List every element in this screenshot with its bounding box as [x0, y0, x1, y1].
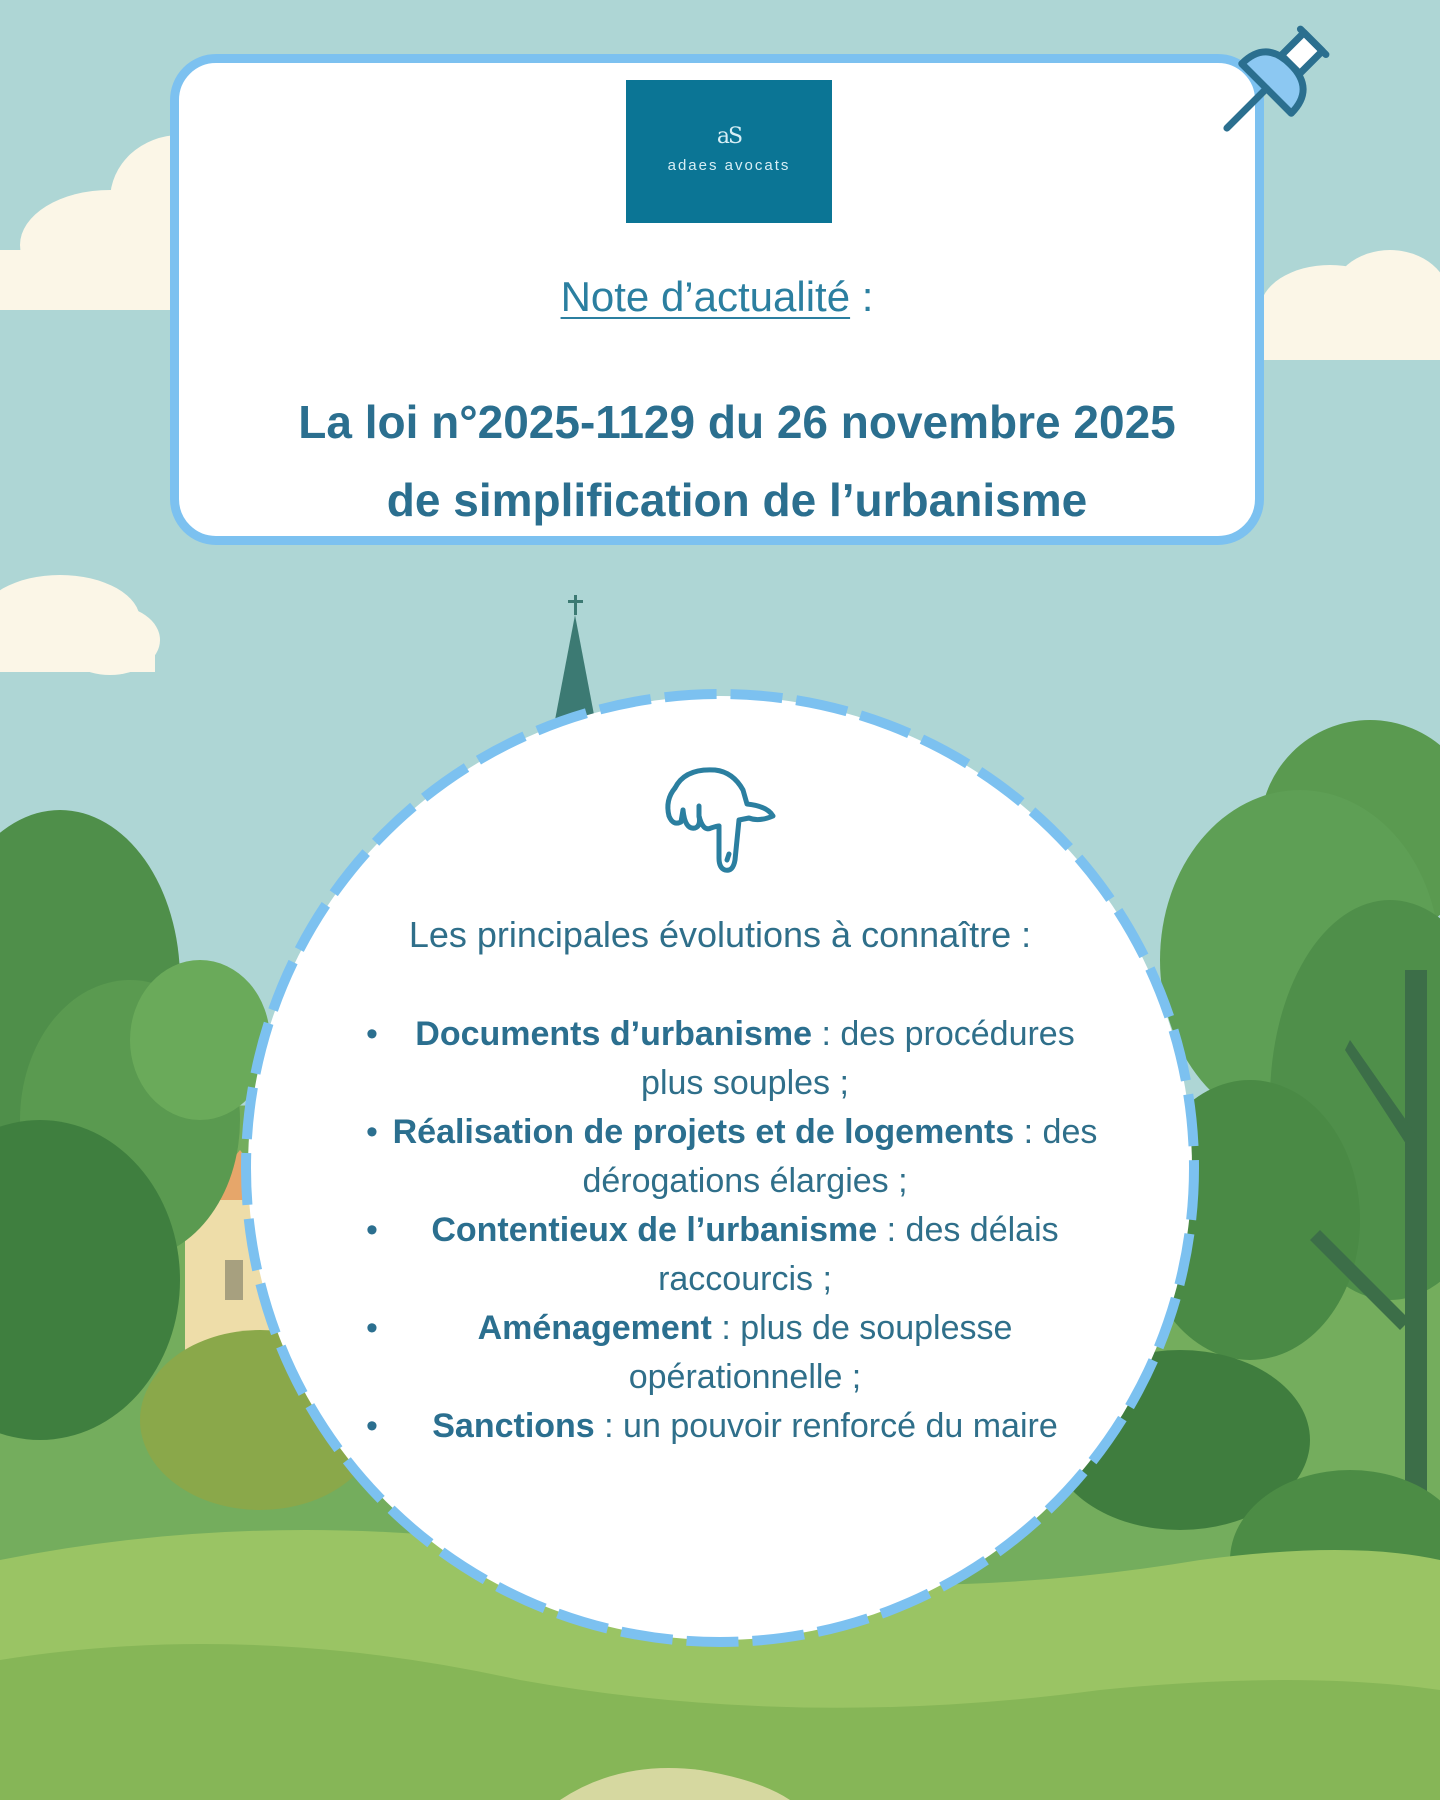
pushpin-icon: [1195, 0, 1355, 160]
logo-text: adaes avocats: [667, 157, 791, 174]
item-title: Contentieux de l’urbanisme: [431, 1211, 878, 1249]
item-text: : des délais raccourcis ;: [658, 1211, 1059, 1298]
item-title: Documents d’urbanisme: [415, 1015, 813, 1053]
list-item: [350, 1304, 1110, 1402]
note-heading: [179, 273, 1255, 321]
item-text: : plus de souplesse opérationnelle ;: [628, 1309, 1013, 1396]
list-item: [350, 1108, 1110, 1206]
item-title: Aménagement: [477, 1309, 712, 1347]
title-card: [170, 54, 1264, 545]
item-text: : des procédures plus souples ;: [641, 1015, 1075, 1102]
item-title: Réalisation de projets et de logements: [392, 1113, 1015, 1151]
note-suffix: :: [850, 273, 874, 320]
highlights-list: [350, 1010, 1110, 1451]
item-text: : un pouvoir renforcé du maire: [594, 1407, 1058, 1445]
logo-monogram: aS: [716, 124, 742, 149]
list-item: [350, 1402, 1110, 1451]
item-text: : des dérogations élargies ;: [582, 1113, 1098, 1200]
law-title-line-1: La loi n°2025-1129 du 26 novembre 2025: [298, 396, 1176, 448]
bullet-icon: •: [366, 1407, 378, 1445]
bullet-icon: •: [366, 1015, 378, 1053]
bullet-icon: •: [366, 1211, 378, 1249]
law-title-line-2: de simplification de l’urbanisme: [386, 474, 1088, 526]
list-item: [350, 1206, 1110, 1304]
adaes-avocats-logo: [626, 80, 832, 223]
pointing-down-hand-icon: [655, 760, 785, 880]
bullet-icon: •: [366, 1309, 378, 1347]
list-item: [350, 1010, 1110, 1108]
item-title: Sanctions: [432, 1407, 595, 1445]
law-title: [219, 383, 1255, 539]
note-label: Note d’actualité: [560, 273, 851, 320]
highlights-intro: Les principales évolutions à connaître :: [408, 914, 1032, 955]
bullet-icon: •: [366, 1113, 378, 1151]
